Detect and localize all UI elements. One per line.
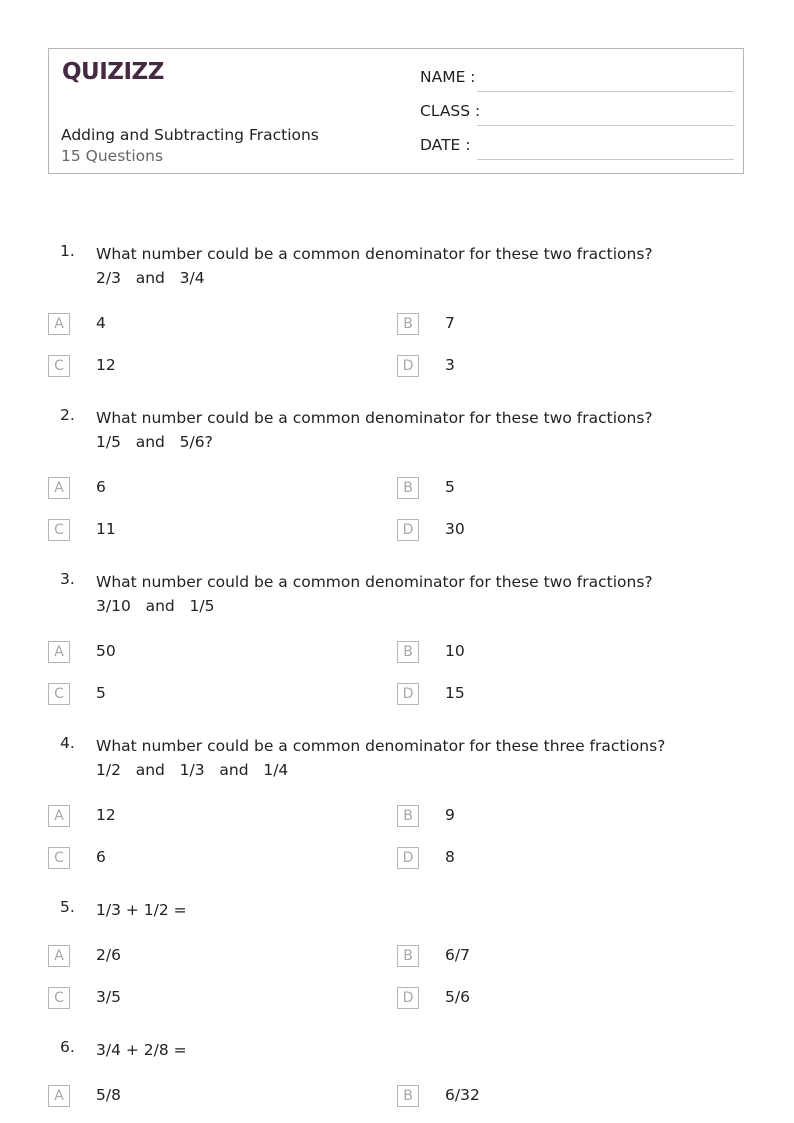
question-number: 4. xyxy=(60,734,75,752)
option-value: 5/8 xyxy=(96,1086,121,1104)
question-number: 5. xyxy=(60,898,75,916)
option-letter-box[interactable]: A xyxy=(48,477,70,499)
option-letter-box[interactable]: C xyxy=(48,683,70,705)
option-value: 6/32 xyxy=(445,1086,480,1104)
question-text xyxy=(96,406,653,454)
question-text xyxy=(96,734,665,782)
option-letter-box[interactable]: B xyxy=(397,641,419,663)
name-label: NAME : xyxy=(420,68,476,86)
quizizz-logo: QUIZIZZ xyxy=(62,59,164,85)
option-value: 30 xyxy=(445,520,465,538)
date-field[interactable] xyxy=(420,136,734,160)
option-letter-box[interactable]: C xyxy=(48,847,70,869)
class-field[interactable] xyxy=(420,102,734,126)
option-letter-box[interactable]: B xyxy=(397,1085,419,1107)
option-value: 12 xyxy=(96,356,116,374)
option-value: 5 xyxy=(445,478,455,496)
class-label: CLASS : xyxy=(420,102,481,120)
option-value: 2/6 xyxy=(96,946,121,964)
option-value: 3 xyxy=(445,356,455,374)
question-text-line: 3/4 + 2/8 = xyxy=(96,1041,187,1059)
option-value: 5 xyxy=(96,684,106,702)
question-text-line: What number could be a common denominator for these two fractions? xyxy=(96,573,653,591)
question-text-line: What number could be a common denominator for these two fractions? xyxy=(96,409,653,427)
question-text-line: What number could be a common denominator for these three fractions? xyxy=(96,737,666,755)
date-line[interactable] xyxy=(477,159,734,160)
option-value: 4 xyxy=(96,314,106,332)
question-count: 15 Questions xyxy=(61,147,164,165)
option-value: 11 xyxy=(96,520,116,538)
option-letter-box[interactable]: A xyxy=(48,641,70,663)
question-number: 1. xyxy=(60,242,75,260)
date-label: DATE : xyxy=(420,136,471,154)
option-letter-box[interactable]: D xyxy=(397,519,419,541)
option-letter-box[interactable]: B xyxy=(397,477,419,499)
option-letter-box[interactable]: B xyxy=(397,313,419,335)
option-value: 15 xyxy=(445,684,465,702)
option-value: 9 xyxy=(445,806,455,824)
option-value: 5/6 xyxy=(445,988,470,1006)
option-value: 12 xyxy=(96,806,116,824)
option-value: 8 xyxy=(445,848,455,866)
option-letter-box[interactable]: B xyxy=(397,945,419,967)
class-line[interactable] xyxy=(477,125,734,126)
question-text-line: What number could be a common denominator for these two fractions? xyxy=(96,245,653,263)
question-text-line: 1/2 and 1/3 and 1/4 xyxy=(96,761,289,779)
option-letter-box[interactable]: C xyxy=(48,987,70,1009)
option-value: 6 xyxy=(96,848,106,866)
option-letter-box[interactable]: C xyxy=(48,355,70,377)
name-line[interactable] xyxy=(477,91,734,92)
question-text xyxy=(96,570,653,618)
worksheet-title: Adding and Subtracting Fractions xyxy=(61,126,319,144)
option-value: 7 xyxy=(445,314,455,332)
question-text-line: 1/5 and 5/6? xyxy=(96,433,213,451)
option-value: 10 xyxy=(445,642,465,660)
question-number: 3. xyxy=(60,570,75,588)
option-letter-box[interactable]: D xyxy=(397,683,419,705)
question-text xyxy=(96,898,187,922)
option-letter-box[interactable]: A xyxy=(48,945,70,967)
question-text-line: 3/10 and 1/5 xyxy=(96,597,215,615)
option-letter-box[interactable]: D xyxy=(397,987,419,1009)
option-value: 6 xyxy=(96,478,106,496)
option-value: 50 xyxy=(96,642,116,660)
option-letter-box[interactable]: A xyxy=(48,805,70,827)
option-letter-box[interactable]: A xyxy=(48,1085,70,1107)
option-letter-box[interactable]: D xyxy=(397,847,419,869)
question-text xyxy=(96,1038,187,1062)
question-number: 6. xyxy=(60,1038,75,1056)
worksheet-header xyxy=(48,48,744,174)
option-letter-box[interactable]: D xyxy=(397,355,419,377)
option-letter-box[interactable]: C xyxy=(48,519,70,541)
option-value: 6/7 xyxy=(445,946,470,964)
question-number: 2. xyxy=(60,406,75,424)
name-field[interactable] xyxy=(420,68,734,92)
question-text-line: 2/3 and 3/4 xyxy=(96,269,205,287)
option-letter-box[interactable]: B xyxy=(397,805,419,827)
option-letter-box[interactable]: A xyxy=(48,313,70,335)
option-value: 3/5 xyxy=(96,988,121,1006)
question-text-line: 1/3 + 1/2 = xyxy=(96,901,187,919)
question-text xyxy=(96,242,653,290)
